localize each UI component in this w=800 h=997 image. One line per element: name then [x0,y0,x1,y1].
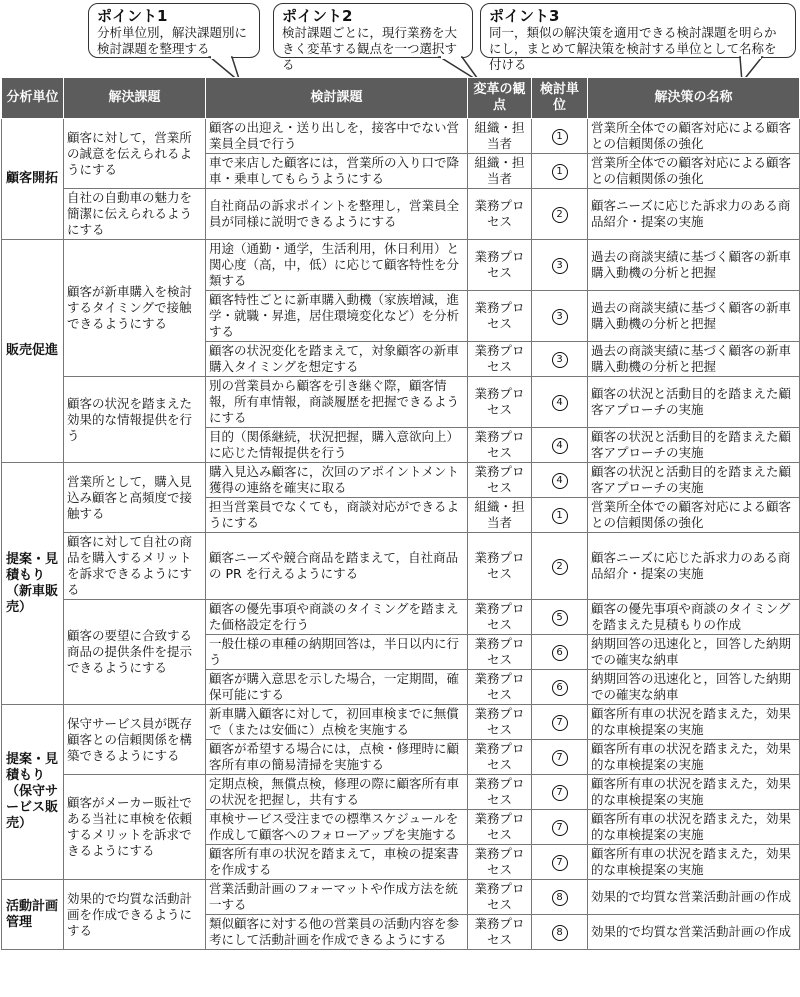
viewpoint-cell: 組織・担当者 [468,498,532,533]
problem-cell: 顧客の要望に合致する商品の提供条件を提示できるようにする [64,600,206,705]
study-unit-cell [532,635,588,670]
study-unit-number: 8 [552,925,568,941]
viewpoint-cell: 業務プロセス [468,291,532,342]
table-row [2,880,800,915]
viewpoint-cell: 業務プロセス [468,533,532,600]
study-unit-number: 7 [552,785,568,801]
task-cell: 顧客ニーズや競合商品を踏まえて，自社商品の PR を行えるようにする [206,533,468,600]
task-cell: 定期点検，無償点検，修理の際に顧客所有車の状況を把握し，共有する [206,775,468,810]
table-row [2,533,800,600]
study-unit-cell [532,533,588,600]
header-analysis-unit: 分析単位 [2,78,64,119]
study-unit-cell [532,189,588,240]
task-cell: 一般仕様の車種の納期回答は，半日以内に行う [206,635,468,670]
task-cell: 用途（通勤・通学，生活利用，休日利用）と関心度（高，中，低）に応じて顧客特性を分類する [206,240,468,291]
study-unit-number: 2 [552,207,568,223]
problem-cell: 顧客に対して，営業所の誠意を伝えられるようにする [64,119,206,189]
viewpoint-cell: 業務プロセス [468,600,532,635]
viewpoint-cell: 組織・担当者 [468,154,532,189]
study-unit-cell [532,342,588,377]
analysis-unit-cell: 活動計画管理 [2,880,64,950]
task-cell: 車検サービス受注までの標準スケジュールを作成して顧客へのフォローアップを実施する [206,810,468,845]
study-unit-cell [532,670,588,705]
table-body [2,119,800,950]
study-unit-number: 7 [552,855,568,871]
task-cell: 顧客が購入意思を示した場合，一定期間，確保可能にする [206,670,468,705]
viewpoint-cell: 業務プロセス [468,845,532,880]
analysis-unit-cell: 提案・見積もり（新車販売） [2,463,64,705]
solution-name-cell: 顧客所有車の状況を踏まえた，効果的な車検提案の実施 [588,775,800,810]
study-unit-cell [532,377,588,428]
study-unit-number: 4 [552,395,568,411]
header-task: 検討課題 [206,78,468,119]
solution-name-cell: 顧客ニーズに応じた訴求力のある商品紹介・提案の実施 [588,533,800,600]
viewpoint-cell: 業務プロセス [468,635,532,670]
viewpoint-cell: 組織・担当者 [468,119,532,154]
solution-name-cell: 顧客所有車の状況を踏まえた，効果的な車検提案の実施 [588,705,800,740]
study-unit-number: 5 [552,610,568,626]
viewpoint-cell: 業務プロセス [468,775,532,810]
task-cell: 顧客特性ごとに新車購入動機（家族増減，進学・就職・昇進，居住環境変化など）を分析する [206,291,468,342]
table-row [2,705,800,740]
study-unit-number: 7 [552,820,568,836]
solution-name-cell: 営業所全体での顧客対応による顧客との信頼関係の強化 [588,154,800,189]
problem-cell: 顧客がメーカー販社である当社に車検を依頼するメリットを訴求できるようにする [64,775,206,880]
study-unit-cell [532,498,588,533]
solution-name-cell: 顧客所有車の状況を踏まえた，効果的な車検提案の実施 [588,845,800,880]
study-unit-number: 4 [552,473,568,489]
table-row [2,377,800,428]
analysis-unit-cell: 顧客開拓 [2,119,64,240]
table-header-row [2,78,800,119]
solution-name-cell: 納期回答の迅速化と，回答した納期での確実な納車 [588,670,800,705]
study-unit-number: 2 [552,559,568,575]
study-unit-number: 3 [552,258,568,274]
study-unit-cell [532,915,588,950]
problem-cell: 保守サービス員が既存顧客との信頼関係を構築できるようにする [64,705,206,775]
callout-text: 検討課題ごとに，現行業務を大きく変革する観点を一つ選択する [282,25,458,72]
problem-cell: 顧客に対して自社の商品を購入するメリットを訴求できるようにする [64,533,206,600]
study-unit-number: 1 [552,508,568,524]
task-cell: 営業活動計画のフォーマットや作成方法を統一する [206,880,468,915]
table-row [2,775,800,810]
study-unit-number: 4 [552,438,568,454]
study-unit-number: 3 [552,309,568,325]
viewpoint-cell: 業務プロセス [468,428,532,463]
problem-cell: 顧客の状況を踏まえた効果的な情報提供を行う [64,377,206,463]
solution-name-cell: 過去の商談実績に基づく顧客の新車購入動機の分析と把握 [588,342,800,377]
study-unit-cell [532,600,588,635]
callout-text: 同一，類似の解決策を適用できる検討課題を明らかにし，まとめて解決策を検討する単位として名称を付ける [489,25,777,72]
viewpoint-cell: 業務プロセス [468,705,532,740]
study-unit-cell [532,154,588,189]
solution-name-cell: 顧客の状況と活動目的を踏まえた顧客アプローチの実施 [588,377,800,428]
study-unit-number: 7 [552,715,568,731]
study-unit-number: 6 [552,645,568,661]
viewpoint-cell: 業務プロセス [468,810,532,845]
header-study-unit: 検討単位 [532,78,588,119]
study-unit-cell [532,810,588,845]
solution-name-cell: 効果的で均質な営業活動計画の作成 [588,915,800,950]
header-solution-name: 解決策の名称 [588,78,800,119]
study-unit-number: 3 [552,352,568,368]
solution-name-cell: 顧客の状況と活動目的を踏まえた顧客アプローチの実施 [588,463,800,498]
solution-table [1,77,800,950]
callout-title: ポイント2 [282,7,353,25]
study-unit-number: 6 [552,680,568,696]
study-unit-number: 8 [552,890,568,906]
study-unit-cell [532,740,588,775]
study-unit-cell [532,880,588,915]
task-cell: 顧客所有車の状況を踏まえて，車検の提案書を作成する [206,845,468,880]
task-cell: 購入見込み顧客に，次回のアポイントメント獲得の連絡を確実に取る [206,463,468,498]
solution-name-cell: 効果的で均質な営業活動計画の作成 [588,880,800,915]
task-cell: 担当営業員でなくても，商談対応ができるようにする [206,498,468,533]
callout-text: 分析単位別，解決課題別に検討課題を整理する [97,25,248,56]
viewpoint-cell: 業務プロセス [468,463,532,498]
viewpoint-cell: 業務プロセス [468,189,532,240]
header-problem: 解決課題 [64,78,206,119]
study-unit-number: 7 [552,750,568,766]
solution-name-cell: 顧客所有車の状況を踏まえた，効果的な車検提案の実施 [588,740,800,775]
study-unit-cell [532,119,588,154]
solution-name-cell: 顧客所有車の状況を踏まえた，効果的な車検提案の実施 [588,810,800,845]
viewpoint-cell: 業務プロセス [468,670,532,705]
study-unit-cell [532,291,588,342]
task-cell: 新車購入顧客に対して，初回車検までに無償で（または安価に）点検を実施する [206,705,468,740]
task-cell: 顧客の状況変化を踏まえて，対象顧客の新車購入タイミングを想定する [206,342,468,377]
task-cell: 類似顧客に対する他の営業員の活動内容を参考にして活動計画を作成できるようにする [206,915,468,950]
study-unit-number: 1 [552,129,568,145]
table-row [2,463,800,498]
table-row [2,240,800,291]
header-viewpoint: 変革の観点 [468,78,532,119]
viewpoint-cell: 業務プロセス [468,740,532,775]
task-cell: 別の営業員から顧客を引き継ぐ際，顧客情報，所有車情報，商談履歴を把握できるようにする [206,377,468,428]
study-unit-cell [532,705,588,740]
problem-cell: 効果的で均質な活動計画を作成できるようにする [64,880,206,950]
task-cell: 自社商品の訴求ポイントを整理し，営業員全員が同様に説明できるようにする [206,189,468,240]
solution-name-cell: 顧客の優先事項や商談のタイミングを踏まえた見積もりの作成 [588,600,800,635]
table-row [2,189,800,240]
analysis-unit-cell: 提案・見積もり（保守サービス販売） [2,705,64,880]
study-unit-cell [532,845,588,880]
solution-name-cell: 過去の商談実績に基づく顧客の新車購入動機の分析と把握 [588,240,800,291]
viewpoint-cell: 業務プロセス [468,880,532,915]
study-unit-cell [532,775,588,810]
task-cell: 目的（関係継続，状況把握，購入意欲向上）に応じた情報提供を行う [206,428,468,463]
study-unit-cell [532,428,588,463]
solution-name-cell: 納期回答の迅速化と，回答した納期での確実な納車 [588,635,800,670]
callout-title: ポイント1 [97,7,168,25]
study-unit-number: 1 [552,164,568,180]
study-unit-cell [532,240,588,291]
study-unit-cell [532,463,588,498]
table-row [2,600,800,635]
task-cell: 顧客が希望する場合には，点検・修理時に顧客所有車の簡易清掃を実施する [206,740,468,775]
problem-cell: 顧客が新車購入を検討するタイミングで接触できるようにする [64,240,206,377]
solution-name-cell: 顧客の状況と活動目的を踏まえた顧客アプローチの実施 [588,428,800,463]
viewpoint-cell: 業務プロセス [468,342,532,377]
analysis-unit-cell: 販売促進 [2,240,64,463]
task-cell: 車で来店した顧客には，営業所の入り口で降車・乗車してもらうようにする [206,154,468,189]
solution-name-cell: 営業所全体での顧客対応による顧客との信頼関係の強化 [588,119,800,154]
task-cell: 顧客の優先事項や商談のタイミングを踏まえた価格設定を行う [206,600,468,635]
problem-cell: 営業所として，購入見込み顧客と高頻度で接触する [64,463,206,533]
solution-name-cell: 過去の商談実績に基づく顧客の新車購入動機の分析と把握 [588,291,800,342]
solution-name-cell: 営業所全体での顧客対応による顧客との信頼関係の強化 [588,498,800,533]
problem-cell: 自社の自動車の魅力を簡潔に伝えられるようにする [64,189,206,240]
viewpoint-cell: 業務プロセス [468,377,532,428]
task-cell: 顧客の出迎え・送り出しを，接客中でない営業員全員で行う [206,119,468,154]
table-row [2,119,800,154]
solution-name-cell: 顧客ニーズに応じた訴求力のある商品紹介・提案の実施 [588,189,800,240]
callout-title: ポイント3 [489,7,560,25]
viewpoint-cell: 業務プロセス [468,915,532,950]
viewpoint-cell: 業務プロセス [468,240,532,291]
